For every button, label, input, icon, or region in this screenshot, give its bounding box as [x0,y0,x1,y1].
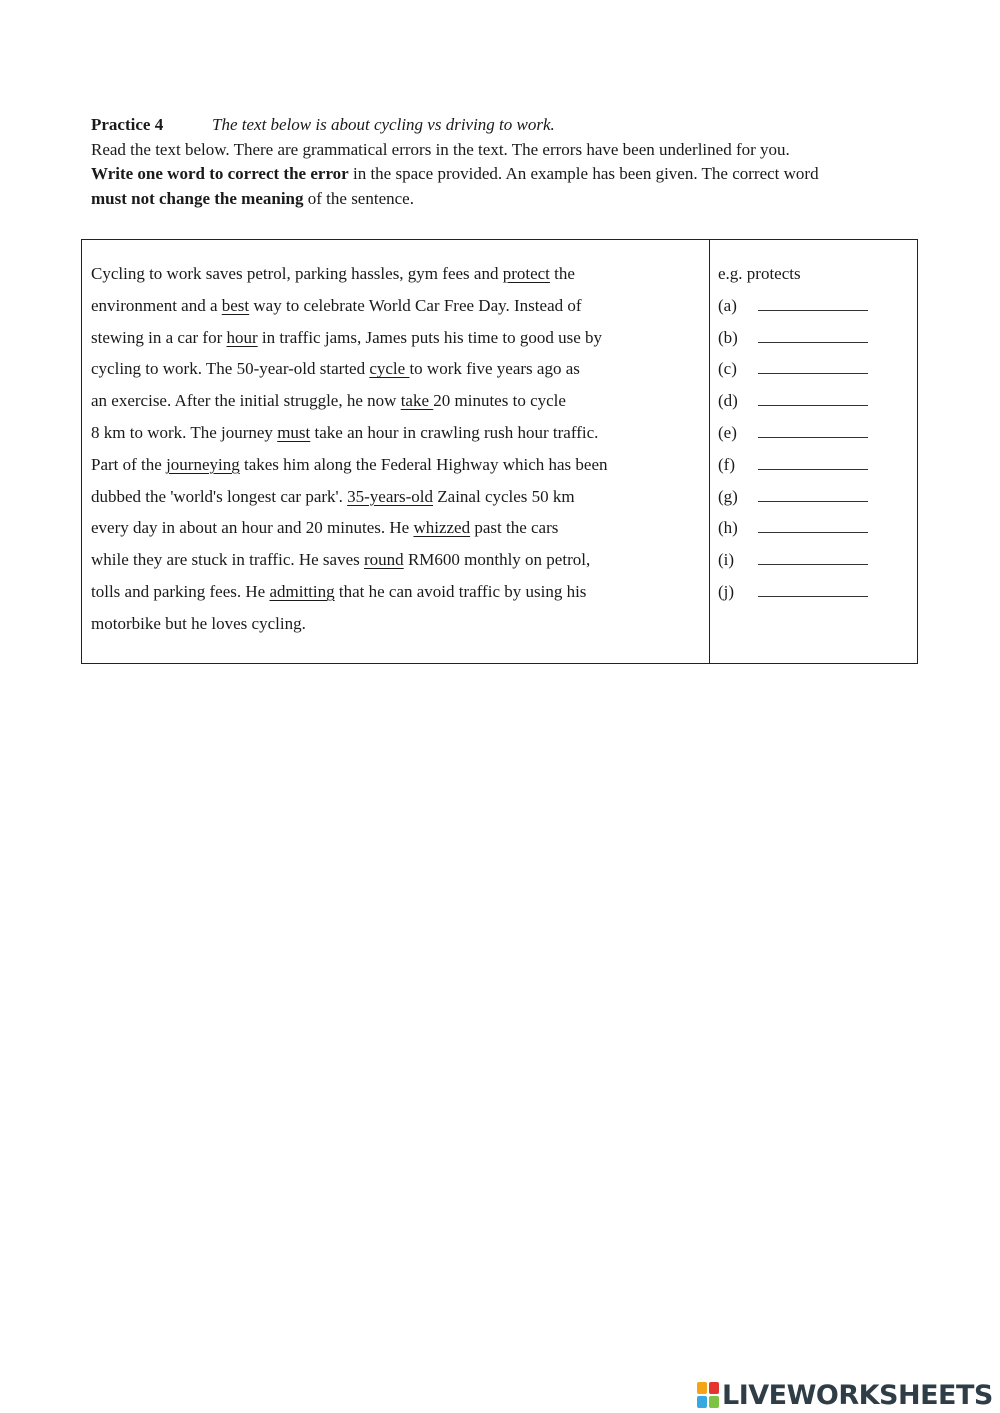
passage-line: cycling to work. The 50-year-old started cycle to work five years ago as [91,359,580,379]
instructions [91,113,921,211]
answer-row-i: (i) [718,544,908,576]
error-word: protect [502,264,550,283]
passage-line: motorbike but he loves cycling. [91,613,306,633]
practice-label: Practice 4 [91,115,164,134]
passage-line: 8 km to work. The journey must take an hour in crawling rush hour traffic. [91,422,599,442]
error-word: must [277,422,311,442]
error-word: round [364,550,404,570]
answer-row-e: (e) [718,417,908,449]
passage-line: dubbed the 'world's longest car park'. 35-years-old Zainal cycles 50 km [91,486,575,506]
error-word: admitting [269,581,335,601]
instruction-line-1: Read the text below. There are grammatical errors in the text. The errors have been underlined for you. [91,139,790,159]
error-word: whizzed [413,518,471,538]
error-word: journeying [166,454,240,474]
passage-line: Cycling to work saves petrol, parking hassles, gym fees and protect the [91,264,575,283]
instruction-line-3: must not change the meaning of the sentence. [91,188,414,208]
answer-blank[interactable] [758,423,868,438]
answer-row-f: (f) [718,449,908,481]
answer-blank[interactable] [758,487,868,502]
instruction-line-2: Write one word to correct the error in the space provided. An example has been given. The correct word [91,164,819,183]
answer-row-g: (g) [718,481,908,513]
answer-row-c: (c) [718,353,908,385]
logo-square [709,1382,719,1394]
passage-line: environment and a best way to celebrate World Car Free Day. Instead of [91,295,582,315]
intro-text: The text below is about cycling vs driving to work. [212,115,555,134]
answer-blank[interactable] [758,518,868,533]
answer-row-a: (a) [718,290,908,322]
answer-blank[interactable] [758,550,868,565]
error-word: cycle [369,359,410,379]
passage-line: Part of the journeying takes him along the Federal Highway which has been [91,454,608,474]
exercise-table [81,239,918,664]
answer-blank[interactable] [758,391,868,406]
passage-line: every day in about an hour and 20 minutes. He whizzed past the cars [91,518,559,538]
answer-column [718,258,908,608]
liveworksheets-logo [697,1378,993,1412]
passage-line: an exercise. After the initial struggle, he now take 20 minutes to cycle [91,391,566,411]
logo-square [709,1396,719,1408]
answer-row-b: (b) [718,322,908,354]
answer-blank[interactable] [758,582,868,597]
passage-line: while they are stuck in traffic. He saves round RM600 monthly on petrol, [91,550,591,570]
example-answer: e.g. protects [718,264,801,283]
answer-row-h: (h) [718,512,908,544]
passage-text [91,258,671,640]
answer-blank[interactable] [758,328,868,343]
answer-row-j: (j) [718,576,908,608]
answer-row-d: (d) [718,385,908,417]
passage-line: stewing in a car for hour in traffic jams, James puts his time to good use by [91,327,603,347]
error-word: 35-years-old [347,486,434,506]
logo-icon [697,1382,719,1408]
brand-name: LIVEWORKSHEETS [722,1379,993,1411]
column-divider [709,240,710,663]
answer-blank[interactable] [758,359,868,374]
error-word: hour [226,327,258,347]
error-word: best [221,295,250,315]
logo-square [697,1382,707,1394]
answer-blank[interactable] [758,455,868,470]
logo-square [697,1396,707,1408]
error-word: take [400,391,434,411]
answer-blank[interactable] [758,296,868,311]
passage-line: tolls and parking fees. He admitting that he can avoid traffic by using his [91,581,587,601]
